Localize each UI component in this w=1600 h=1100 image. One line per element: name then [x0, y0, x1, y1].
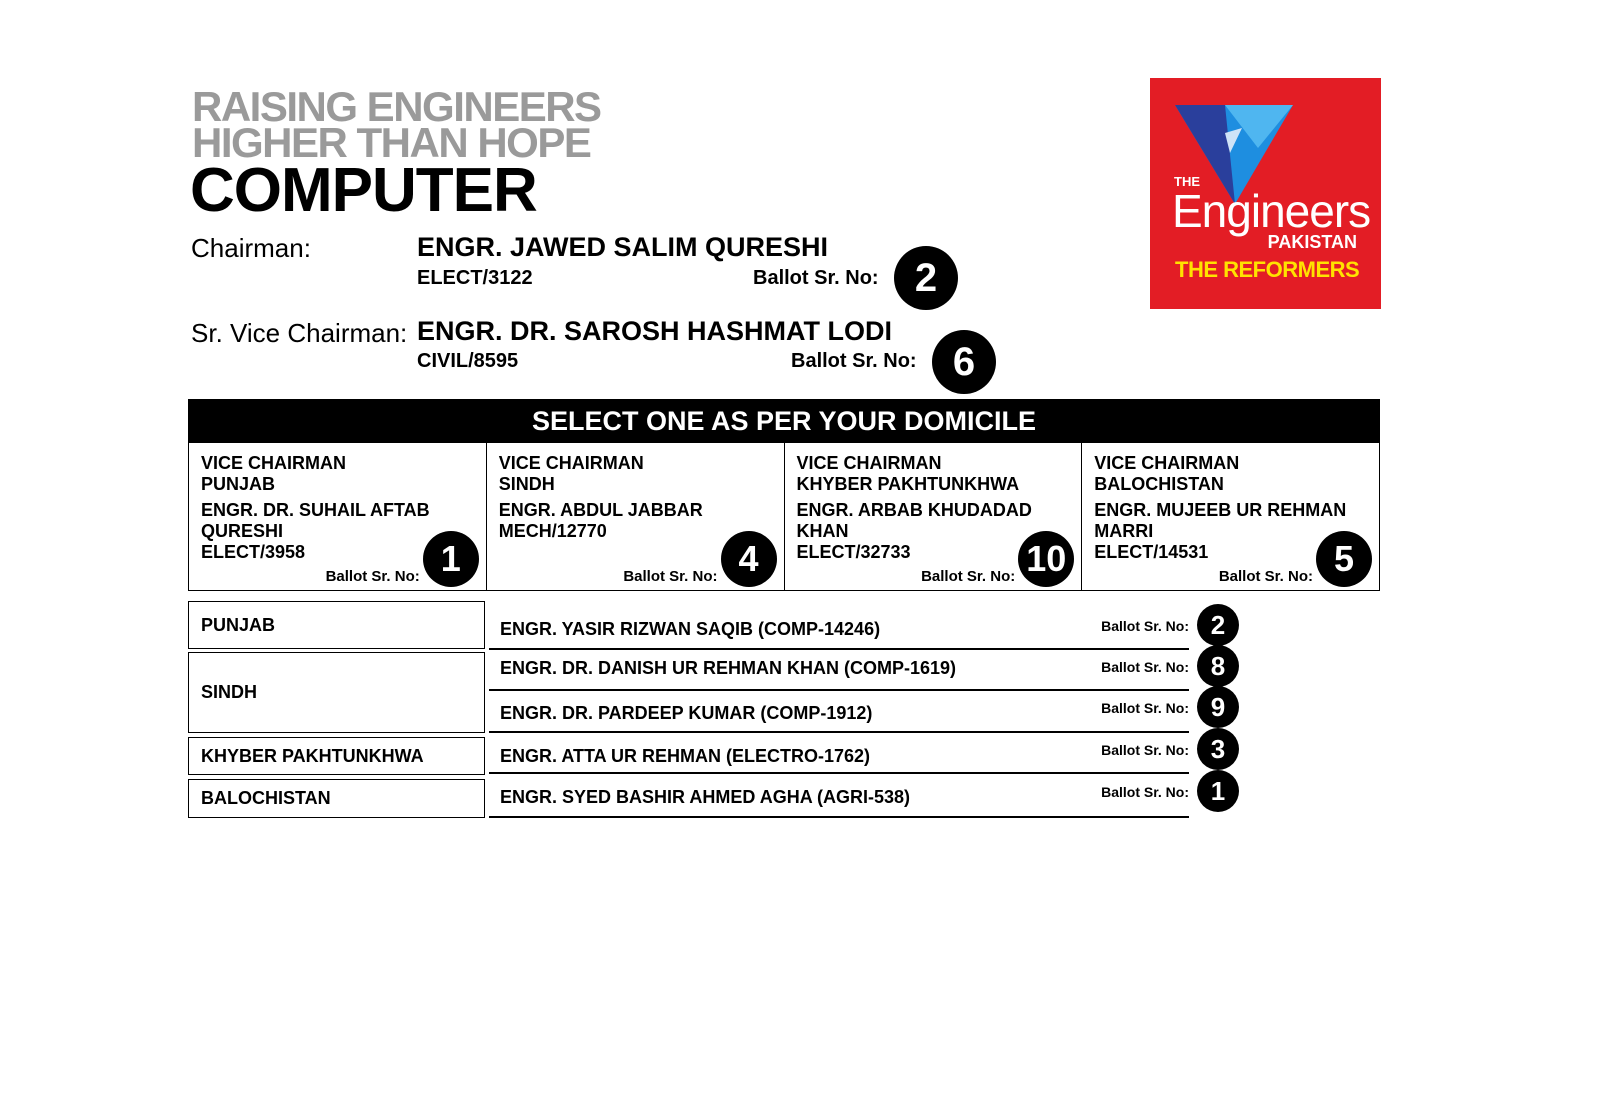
cell-role: VICE CHAIRMAN — [498, 453, 644, 473]
cell-name-line2: KHAN — [796, 521, 849, 541]
cell-reg: ELECT/3958 — [201, 542, 306, 562]
member-name: ENGR. DR. DANISH UR REHMAN KHAN (COMP-1619) — [500, 658, 957, 678]
member-ballot-label: Ballot Sr. No: — [1101, 700, 1189, 716]
member-name: ENGR. SYED BASHIR AHMED AGHA (AGRI-538) — [500, 787, 911, 807]
sr-vice-chairman-reg: CIVIL/8595 — [417, 350, 519, 372]
member-ballot-label: Ballot Sr. No: — [1101, 618, 1189, 634]
vice-chairman-cell-punjab — [189, 443, 487, 590]
chairman-role-label: Chairman: — [191, 233, 311, 263]
vice-chairman-cell-kpk — [785, 443, 1083, 590]
member-ballot-label: Ballot Sr. No: — [1101, 784, 1189, 800]
member-ballot-number: 3 — [1197, 728, 1239, 770]
cell-name-line2: MECH/12770 — [498, 521, 607, 541]
member-row — [489, 649, 1226, 691]
cell-region: KHYBER PAKHTUNKHWA — [796, 474, 1020, 494]
slogan-line-2: HIGHER THAN HOPE — [192, 119, 591, 166]
vice-chairman-panel — [188, 443, 1380, 591]
chairman-name: ENGR. JAWED SALIM QURESHI — [417, 232, 829, 262]
cell-region: BALOCHISTAN — [1094, 474, 1224, 494]
cell-role: VICE CHAIRMAN — [796, 453, 942, 473]
cell-ballot-number: 10 — [1018, 531, 1074, 587]
chairman-ballot-number: 2 — [894, 246, 958, 310]
cell-heading — [797, 453, 1020, 495]
member-name: ENGR. YASIR RIZWAN SAQIB (COMP-14246) — [500, 619, 881, 639]
province-kpk: KHYBER PAKHTUNKHWA — [188, 737, 485, 775]
cell-candidate-info — [201, 500, 430, 563]
cell-name-line2: QURESHI — [201, 521, 284, 541]
cell-ballot-label: Ballot Sr. No: — [1218, 568, 1313, 585]
province-balochistan: BALOCHISTAN — [188, 779, 485, 818]
member-ballot-label: Ballot Sr. No: — [1101, 742, 1189, 758]
member-row — [489, 691, 1226, 733]
cell-region: SINDH — [498, 474, 555, 494]
cell-name-line1: ENGR. ARBAB KHUDADAD — [796, 500, 1032, 520]
member-row — [489, 774, 1226, 818]
cell-ballot-number: 5 — [1316, 531, 1372, 587]
cell-name-line1: ENGR. ABDUL JABBAR — [498, 500, 703, 520]
chairman-reg: ELECT/3122 — [417, 267, 533, 289]
cell-role: VICE CHAIRMAN — [1094, 453, 1240, 473]
cell-name-line1: ENGR. DR. SUHAIL AFTAB — [201, 500, 430, 520]
domicile-banner: SELECT ONE AS PER YOUR DOMICILE — [188, 399, 1380, 443]
chairman-ballot-label: Ballot Sr. No: — [753, 267, 879, 289]
cell-heading — [499, 453, 644, 495]
sr-vice-chairman-ballot-label: Ballot Sr. No: — [791, 350, 917, 372]
cell-heading — [201, 453, 346, 495]
sr-vice-chairman-ballot-number: 6 — [932, 330, 996, 394]
member-name: ENGR. DR. PARDEEP KUMAR (COMP-1912) — [500, 703, 873, 723]
cell-heading — [1094, 453, 1239, 495]
member-ballot-number: 9 — [1197, 686, 1239, 728]
cell-ballot-label: Ballot Sr. No: — [325, 568, 420, 585]
member-row — [489, 733, 1226, 774]
cell-candidate-info — [797, 500, 1032, 563]
cell-name-line1: ENGR. MUJEEB UR REHMAN — [1094, 500, 1347, 520]
logo-brand-text: Engineers — [1172, 185, 1371, 237]
cell-region: PUNJAB — [201, 474, 276, 494]
slogan-line-1: RAISING ENGINEERS — [192, 83, 601, 130]
province-punjab: PUNJAB — [188, 601, 485, 649]
logo-country-text: PAKISTAN — [1267, 232, 1357, 252]
cell-reg: ELECT/14531 — [1094, 542, 1209, 562]
cell-ballot-label: Ballot Sr. No: — [623, 568, 718, 585]
member-ballot-number: 1 — [1197, 770, 1239, 812]
member-ballot-number: 8 — [1197, 645, 1239, 687]
vice-chairman-cell-sindh — [487, 443, 785, 590]
member-ballot-label: Ballot Sr. No: — [1101, 659, 1189, 675]
cell-ballot-label: Ballot Sr. No: — [921, 568, 1016, 585]
province-sindh: SINDH — [188, 652, 485, 733]
cell-reg: ELECT/32733 — [796, 542, 911, 562]
cell-ballot-number: 1 — [423, 531, 479, 587]
member-ballot-number: 2 — [1197, 604, 1239, 646]
cell-name-line2: MARRI — [1094, 521, 1154, 541]
logo-motto-text: THE REFORMERS — [1175, 257, 1360, 282]
page-title: COMPUTER — [190, 156, 537, 225]
member-name: ENGR. ATTA UR REHMAN (ELECTRO-1762) — [500, 746, 871, 766]
member-row — [489, 604, 1226, 650]
vice-chairman-cell-balochistan — [1082, 443, 1379, 590]
sr-vice-chairman-role-label: Sr. Vice Chairman: — [191, 318, 408, 348]
cell-role: VICE CHAIRMAN — [201, 453, 347, 473]
cell-candidate-info — [499, 500, 703, 542]
cell-ballot-number: 4 — [721, 531, 777, 587]
cell-candidate-info — [1094, 500, 1346, 563]
logo-the-text: THE — [1174, 174, 1200, 189]
engineers-pakistan-logo — [1150, 78, 1381, 309]
sr-vice-chairman-name: ENGR. DR. SAROSH HASHMAT LODI — [417, 316, 893, 346]
